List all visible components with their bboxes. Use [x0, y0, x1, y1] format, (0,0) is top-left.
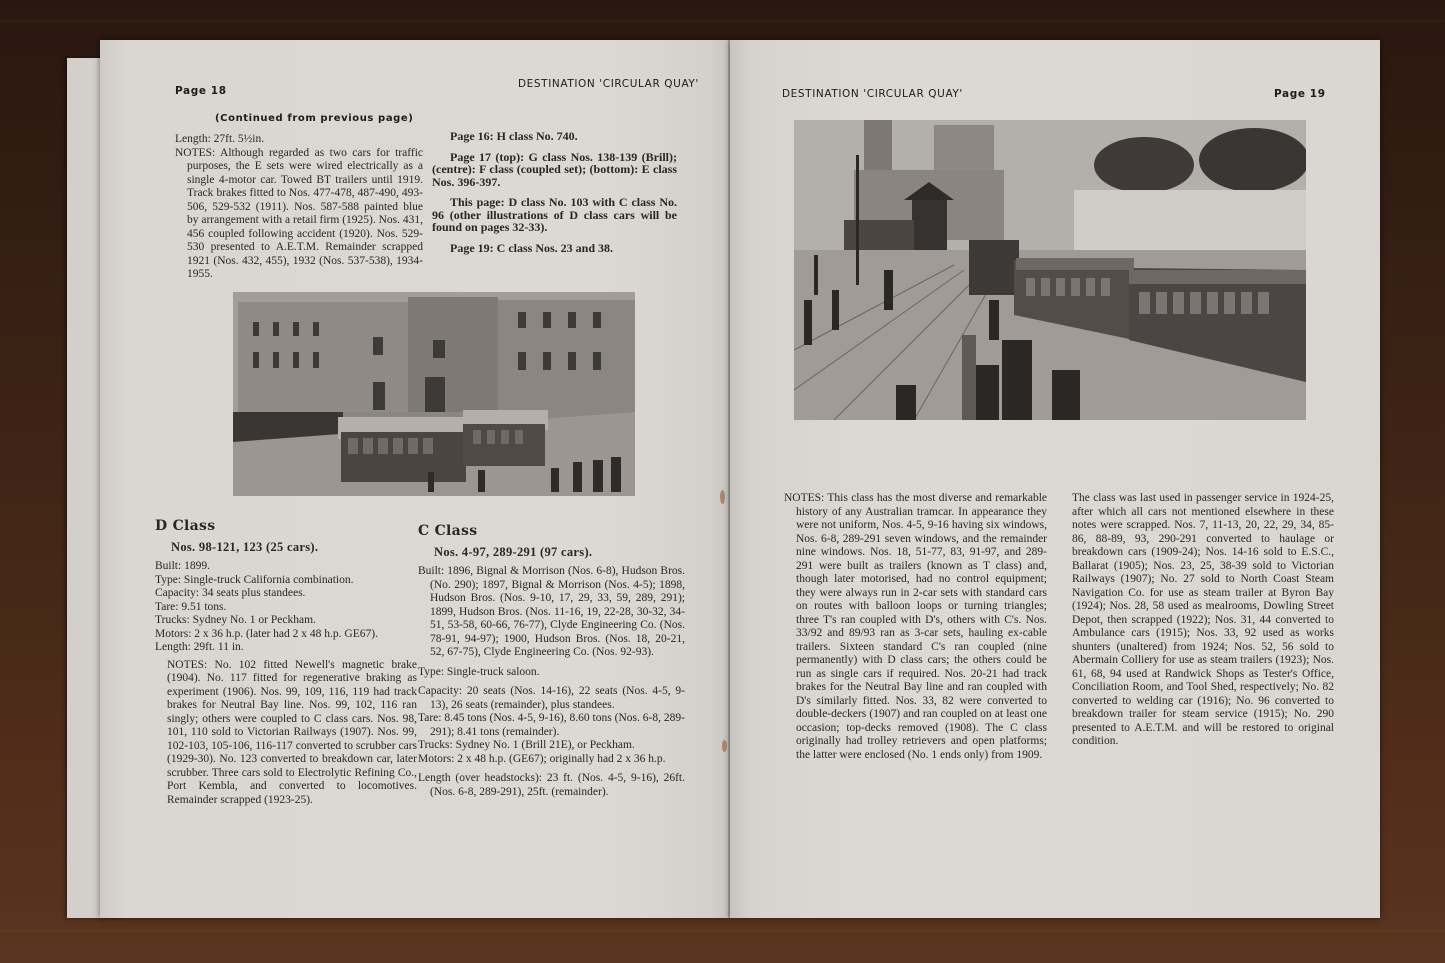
c-class-notes-column-2 — [1072, 492, 1334, 749]
d-class-built: Built: 1899. — [155, 560, 210, 572]
c-class-built: Built: 1896, Bignal & Morrison (Nos. 6-8), Hudson Bros. (No. 290); 1897, Bignal & Morrison (Nos. 4-5); 1898, Hudson Bros. (Nos. 9-10, 17, 29, 33, 59, 289, 291); 1899, Hudson Bros. (Nos. 11-16, 19, 22-28, 30-32, 34-51, 53-58, 60-66, 76-77), Clyde Engineering Co. (Nos. 78-91, 94-97); 1900, Hudson Bros. (Nos. 18, 20-21, 52, 67-75), Clyde Engineering Co. (Nos. 92-93). — [418, 565, 685, 658]
stain-mark — [720, 490, 725, 504]
right-page — [730, 40, 1380, 918]
caption-page-17: Page 17 (top): G class Nos. 138-139 (Brill); (centre): F class (coupled set); (bottom): E class Nos. 396-397. — [432, 149, 677, 189]
d-class-motors: Motors: 2 x 36 h.p. (later had 2 x 48 h.p. GE67). — [155, 627, 378, 640]
left-page — [100, 40, 728, 918]
c-class-notes-2: The class was last used in passenger service in 1924-25, after which all cars not mentioned elsewhere in these notes were scrapped. Nos. 7, 11-13, 20, 22, 29, 34, 85-86, 88-89, 93, 290-291 converted to haulage or breakdown cars (1909-24); Nos. 14-16 sold to E.S.C., Ballarat (1905); Nos. 23, 25, 38-39 sold to Victorian Railways (1907); No. 27 sold to North Coast Steam Navigation Co. for use as steam trailer at Byron Bay (1924); Nos. 28, 58 used as mealrooms, Dowling Street Depot, then scrapped (1922); Nos. 31, 44 converted to Ambulance cars (1915); Nos. 33, 92 used as works shunters (unaltered) from 1924; Nos. 52, 56 sold to Abermain Colliery for use as steam trailers (1923); Nos. 61, 68, 94 used at Randwick Shops as Tester's Office, Conciliation Room, and Tool Shed, respectively; No. 82 converted to welding car (1916); No. 96 converted to breakdown trailer for steam service (1915); No. 290 presented to A.E.T.M. and will be restored to original condition. — [1072, 492, 1334, 747]
c-class-section — [418, 525, 685, 799]
d-class-notes: NOTES: No. 102 fitted Newell's magnetic brake (1904). No. 117 fitted for regenerative braking as experiment (1906). Nos. 99, 109, 116, 119 had track brakes for Neutral Bay line. Nos. 99, 102, 116 ran singly; others were coupled to C class cars. Nos. 98, 101, 110 sold to Victorian Railways (1907). Nos. 99, 102-103, 105-106, 116-117 converted to scrubber cars (1929-30). No. 123 converted to breakdown car, later scrubber. Three cars sold to Electrolytic Refining Co., Port Kembla, and converted to locomotives. Remainder scrapped (1923-25). — [167, 658, 417, 806]
c-class-notes-1: NOTES: This class has the most diverse and remarkable history of any Australian tramcar. In appearance they were not uniform, Nos. 4-5, 9-16 having six windows, Nos. 6-8, 289-291 seven windows, and the remainder nine windows. Nos. 18, 51-77, 83, 91-97, and 289-291 were built as trailers (known as T class) and, though later motorised, had no control equipment; they were always run in 2-car sets with standard cars on routes with balloon loops or turning triangles; three T's ran coupled with D's, others with C's. Nos. 33/92 and 89/93 ran as 3-car sets, hauling ex-cable trailers. Sixteen standard C's ran coupled (nine permanently) with D class cars; the others could be run as single cars if required. Nos. 20-21 had track brakes for the Neutral Bay line and ran coupled with D's similarly fitted. Nos. 33, 82 were converted to double-deckers (1907) and ran coupled on at least one occasion; top-decks removed (1908). The C class originally had trolley retrievers and open platforms; the latter were enclosed (No. 1 ends only) from 1909. — [784, 492, 1047, 761]
running-title: DESTINATION 'CIRCULAR QUAY' — [782, 88, 963, 100]
caption-this-page: This page: D class No. 103 with C class No. 96 (other illustrations of D class cars will be found on pages 32-33). — [432, 195, 677, 234]
d-class-tare: Tare: 9.51 tons. — [155, 600, 227, 613]
d-class-title: D Class — [155, 518, 216, 534]
running-title: DESTINATION 'CIRCULAR QUAY' — [518, 78, 699, 90]
c-class-numbers: Nos. 4-97, 289-291 (97 cars). — [434, 544, 593, 559]
page-number: Page 18 — [175, 85, 227, 97]
c-class-trucks: Trucks: Sydney No. 1 (Brill 21E), or Peckham. — [418, 739, 635, 751]
caption-page-19: Page 19: C class Nos. 23 and 38. — [450, 240, 614, 255]
d-class-trucks: Trucks: Sydney No. 1 or Peckham. — [155, 614, 316, 626]
tram-photo-d-class — [233, 292, 635, 496]
e-class-block — [175, 133, 423, 282]
d-class-capacity: Capacity: 34 seats plus standees. — [155, 587, 306, 599]
c-class-notes-column-1 — [784, 492, 1047, 762]
photo-captions — [432, 130, 677, 262]
c-class-length: Length (over headstocks): 23 ft. (Nos. 4-5, 9-16), 26ft. (Nos. 6-8, 289-291), 25ft. (remainder). — [418, 772, 685, 798]
c-class-capacity: Capacity: 20 seats (Nos. 14-16), 22 seats (Nos. 4-5, 9-13), 26 seats (remainder), plus standees. — [418, 685, 685, 711]
c-class-type: Type: Single-truck saloon. — [418, 665, 540, 678]
c-class-motors: Motors: 2 x 48 h.p. (GE67); originally had 2 x 36 h.p. — [418, 752, 666, 765]
c-class-title: C Class — [418, 523, 478, 539]
stain-mark — [722, 740, 727, 752]
e-class-length: Length: 27ft. 5½in. — [175, 133, 265, 145]
d-class-numbers: Nos. 98-121, 123 (25 cars). — [171, 539, 319, 554]
caption-page-16: Page 16: H class No. 740. — [450, 129, 578, 143]
tram-photo-circular-quay — [794, 120, 1306, 420]
d-class-type: Type: Single-truck California combination. — [155, 573, 354, 586]
d-class-section — [155, 520, 417, 807]
page-number: Page 19 — [1274, 88, 1326, 100]
c-class-tare: Tare: 8.45 tons (Nos. 4-5, 9-16), 8.60 tons (Nos. 6-8, 289-291); 8.41 tons (remainder). — [418, 712, 685, 738]
d-class-length: Length: 29ft. 11 in. — [155, 641, 244, 653]
continued-label: (Continued from previous page) — [215, 113, 414, 124]
e-class-notes: NOTES: Although regarded as two cars for traffic purposes, the E sets were wired electrically as a single 4-motor car. Towed BT trailers until 1919. Track brakes fitted to Nos. 477-478, 487-490, 493-506, 529-532 (1911). Nos. 587-588 painted blue by arrangement with a retail firm (1925). Nos. 431, 456 coupled following accident (1920). Nos. 529-530 presented to A.E.T.M. Remainder scrapped 1921 (Nos. 432, 455), 1932 (Nos. 537-538), 1934-1955. — [175, 146, 424, 280]
